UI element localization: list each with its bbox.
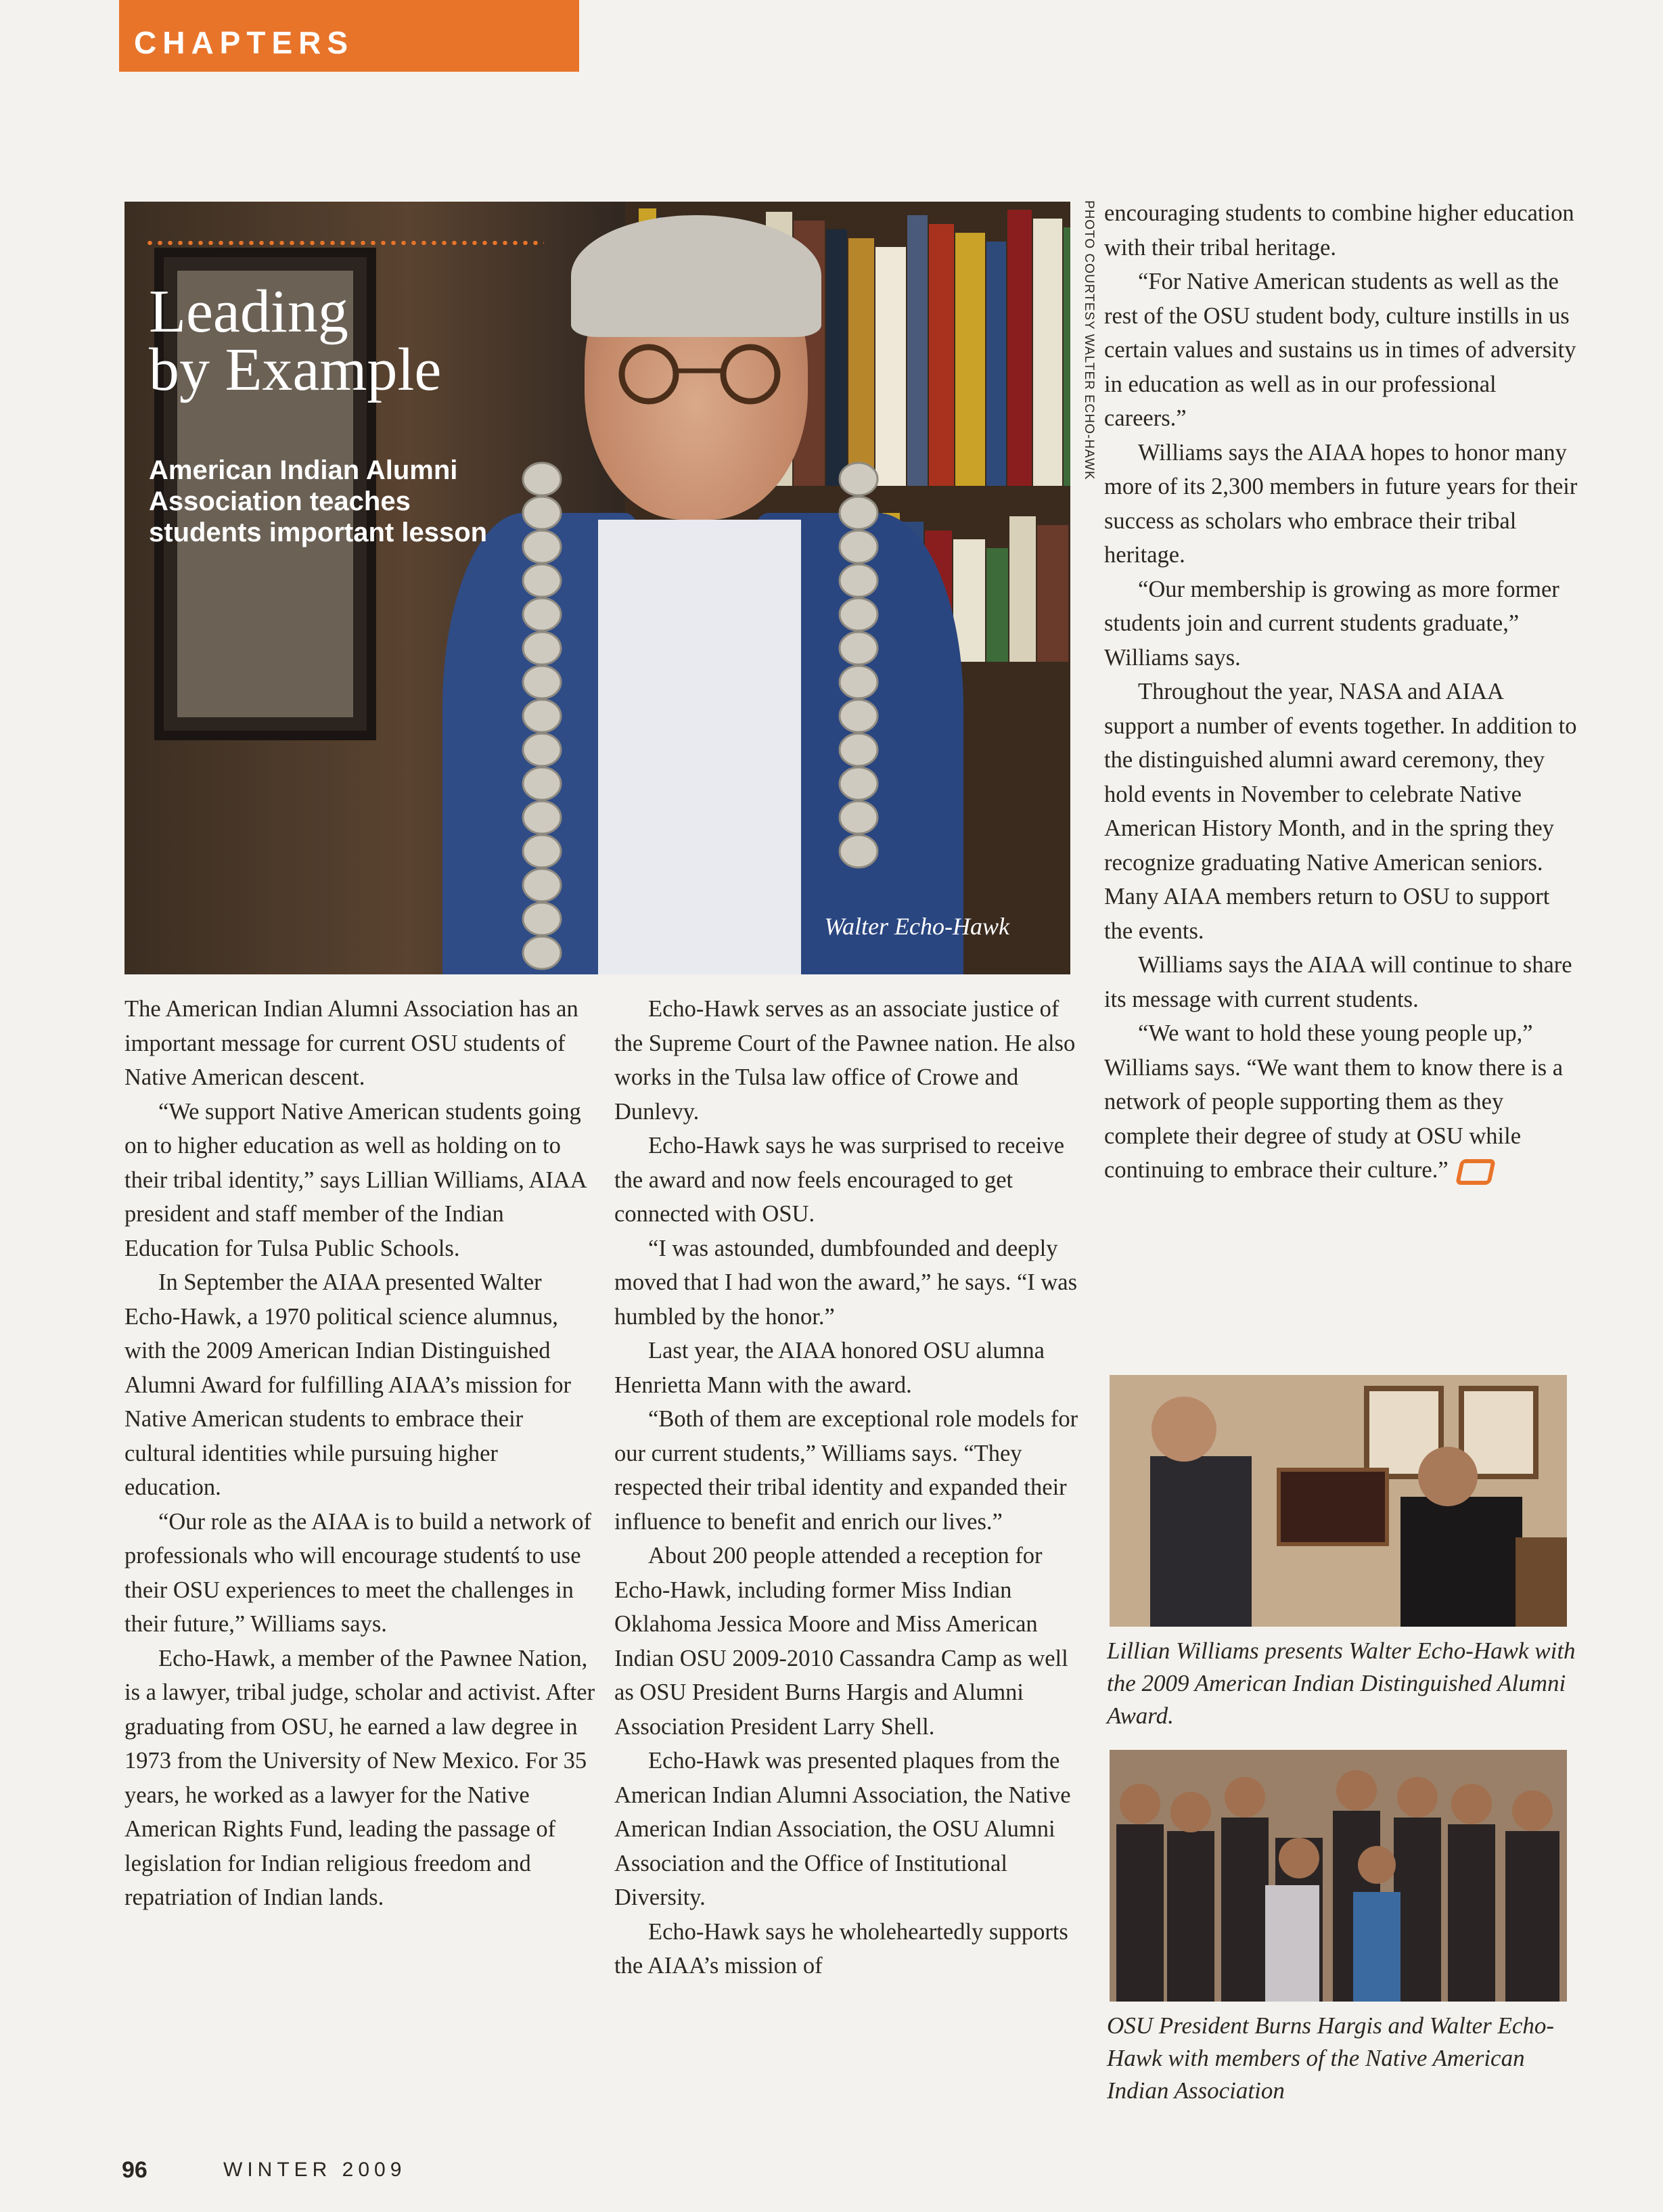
body-column-3 [1104,196,1578,1188]
award-photo-caption: Lillian Williams presents Walter Echo-Hawk with the 2009 American Indian Distinguished Alumni Award. [1107,1638,1576,1729]
body-paragraph: Throughout the year, NASA and AIAA support a number of events together. In addition to the distinguished alumni award ceremony, they hold events in November to celebrate Native American History Month, and in the spring they recognize graduating Native American seniors. Many AIAA members return to OSU to support the events. [1104,679,1577,944]
body-paragraph: Williams says the AIAA will continue to share its message with current students. [1104,952,1572,1012]
article-headline [149,278,442,403]
section-tab [119,0,579,72]
body-paragraph: Echo-Hawk was presented plaques from the American Indian Alumni Association, the Native American Indian Association, the OSU Alumni Association and the Office of Institutional Diversity. [614,1748,1071,1910]
headline-line-2: by Example [149,336,442,403]
body-column-1 [124,992,598,1915]
headline-line-1: Leading [149,278,348,345]
body-paragraph: Williams says the AIAA hopes to honor many more of its 2,300 members in future years for their success as scholars who embrace their tribal heritage. [1104,439,1578,568]
body-paragraph: “Our role as the AIAA is to build a network of professionals who will encourage studentś to use their OSU experiences to meet the challenges in their future,” Williams says. [124,1508,592,1637]
body-paragraph: Last year, the AIAA honored OSU alumna Henrietta Mann with the award. [614,1338,1045,1398]
glasses-icon [601,344,798,405]
body-paragraph: Echo-Hawk, a member of the Pawnee Nation, is a lawyer, tribal judge, scholar and activist. After graduating from OSU, he earned a law degree in 1973 from the University of New Mexico. For 35 years, he worked as a lawyer for the Native American Rights Fund, leading the passage of legislation for Indian religious freedom and repatriation of Indian lands. [124,1645,595,1910]
award-presentation-photo [1110,1375,1567,1627]
photo-credit: PHOTO COURTESY WALTER ECHO-HAWK [1082,200,1096,480]
body-paragraph: “I was astounded, dumbfounded and deeply moved that I had won the award,” he says. “I was humbled by the honor.” [614,1235,1078,1330]
body-paragraph: encouraging students to combine higher education with their tribal heritage. [1104,200,1574,261]
body-paragraph: About 200 people attended a reception for Echo-Hawk, including former Miss Indian Oklahoma Jessica Moore and Miss American Indian OSU 2009-2010 Cassandra Camp as well as OSU President Burns Hargis and Alumni Association President Larry Shell. [614,1543,1068,1740]
group-photo-caption: OSU President Burns Hargis and Walter Echo-Hawk with members of the Native American Indian Association [1107,2012,1555,2104]
section-label: CHAPTERS [134,25,355,60]
body-paragraph: “We want to hold these young people up,” Williams says. “We want them to know there is a network of people supporting them as they complete their degree of study at OSU while continuing to embrace their culture.” [1104,1016,1578,1188]
braid-right [835,459,882,878]
page-number: 96 [122,2157,147,2183]
dotted-rule [145,241,544,245]
body-paragraph: Echo-Hawk serves as an associate justice of the Supreme Court of the Pawnee nation. He also works in the Tulsa law office of Crowe and Dunlevy. [614,996,1076,1125]
body-paragraph: “Both of them are exceptional role models for our current students,” Williams says. “They respected their tribal identity and expanded their influence to benefit and enrich our lives.” [614,1406,1078,1535]
article-deck: American Indian Alumni Association teaches students important lesson [149,455,488,547]
body-paragraph: “Our membership is growing as more former students join and current students graduate,” Williams says. [1104,576,1559,671]
body-paragraph: In September the AIAA presented Walter Echo-Hawk, a 1970 political science alumnus, with the 2009 American Indian Distinguished Alumni Award for fulfilling AIAA’s mission for Native American students to embrace their cultural identities while pursuing higher education. [124,1269,571,1500]
body-column-2 [614,992,1081,1983]
body-paragraph: The American Indian Alumni Association has an important message for current OSU students of Native American descent. [124,996,578,1090]
body-paragraph: Echo-Hawk says he wholeheartedly supports the AIAA’s mission of [614,1918,1068,1979]
end-mark-icon [1455,1159,1496,1185]
group-photo [1110,1750,1567,2002]
body-paragraph: “We support Native American students going on to higher education as well as holding on to their tribal identity,” says Lillian Williams, AIAA president and staff member of the Indian Education for Tulsa Public Schools. [124,1098,586,1261]
main-photo-caption: Walter Echo-Hawk [824,913,1009,940]
portrait-subject [368,202,977,974]
main-photo [124,202,1070,974]
issue-label: WINTER 2009 [223,2159,407,2181]
body-paragraph: Echo-Hawk says he was surprised to receive the award and now feels encouraged to get connected with OSU. [614,1133,1065,1227]
body-paragraph: “For Native American students as well as the rest of the OSU student body, culture instills in us certain values and sustains us in times of adversity in education as well as in our professional careers.” [1104,269,1576,431]
